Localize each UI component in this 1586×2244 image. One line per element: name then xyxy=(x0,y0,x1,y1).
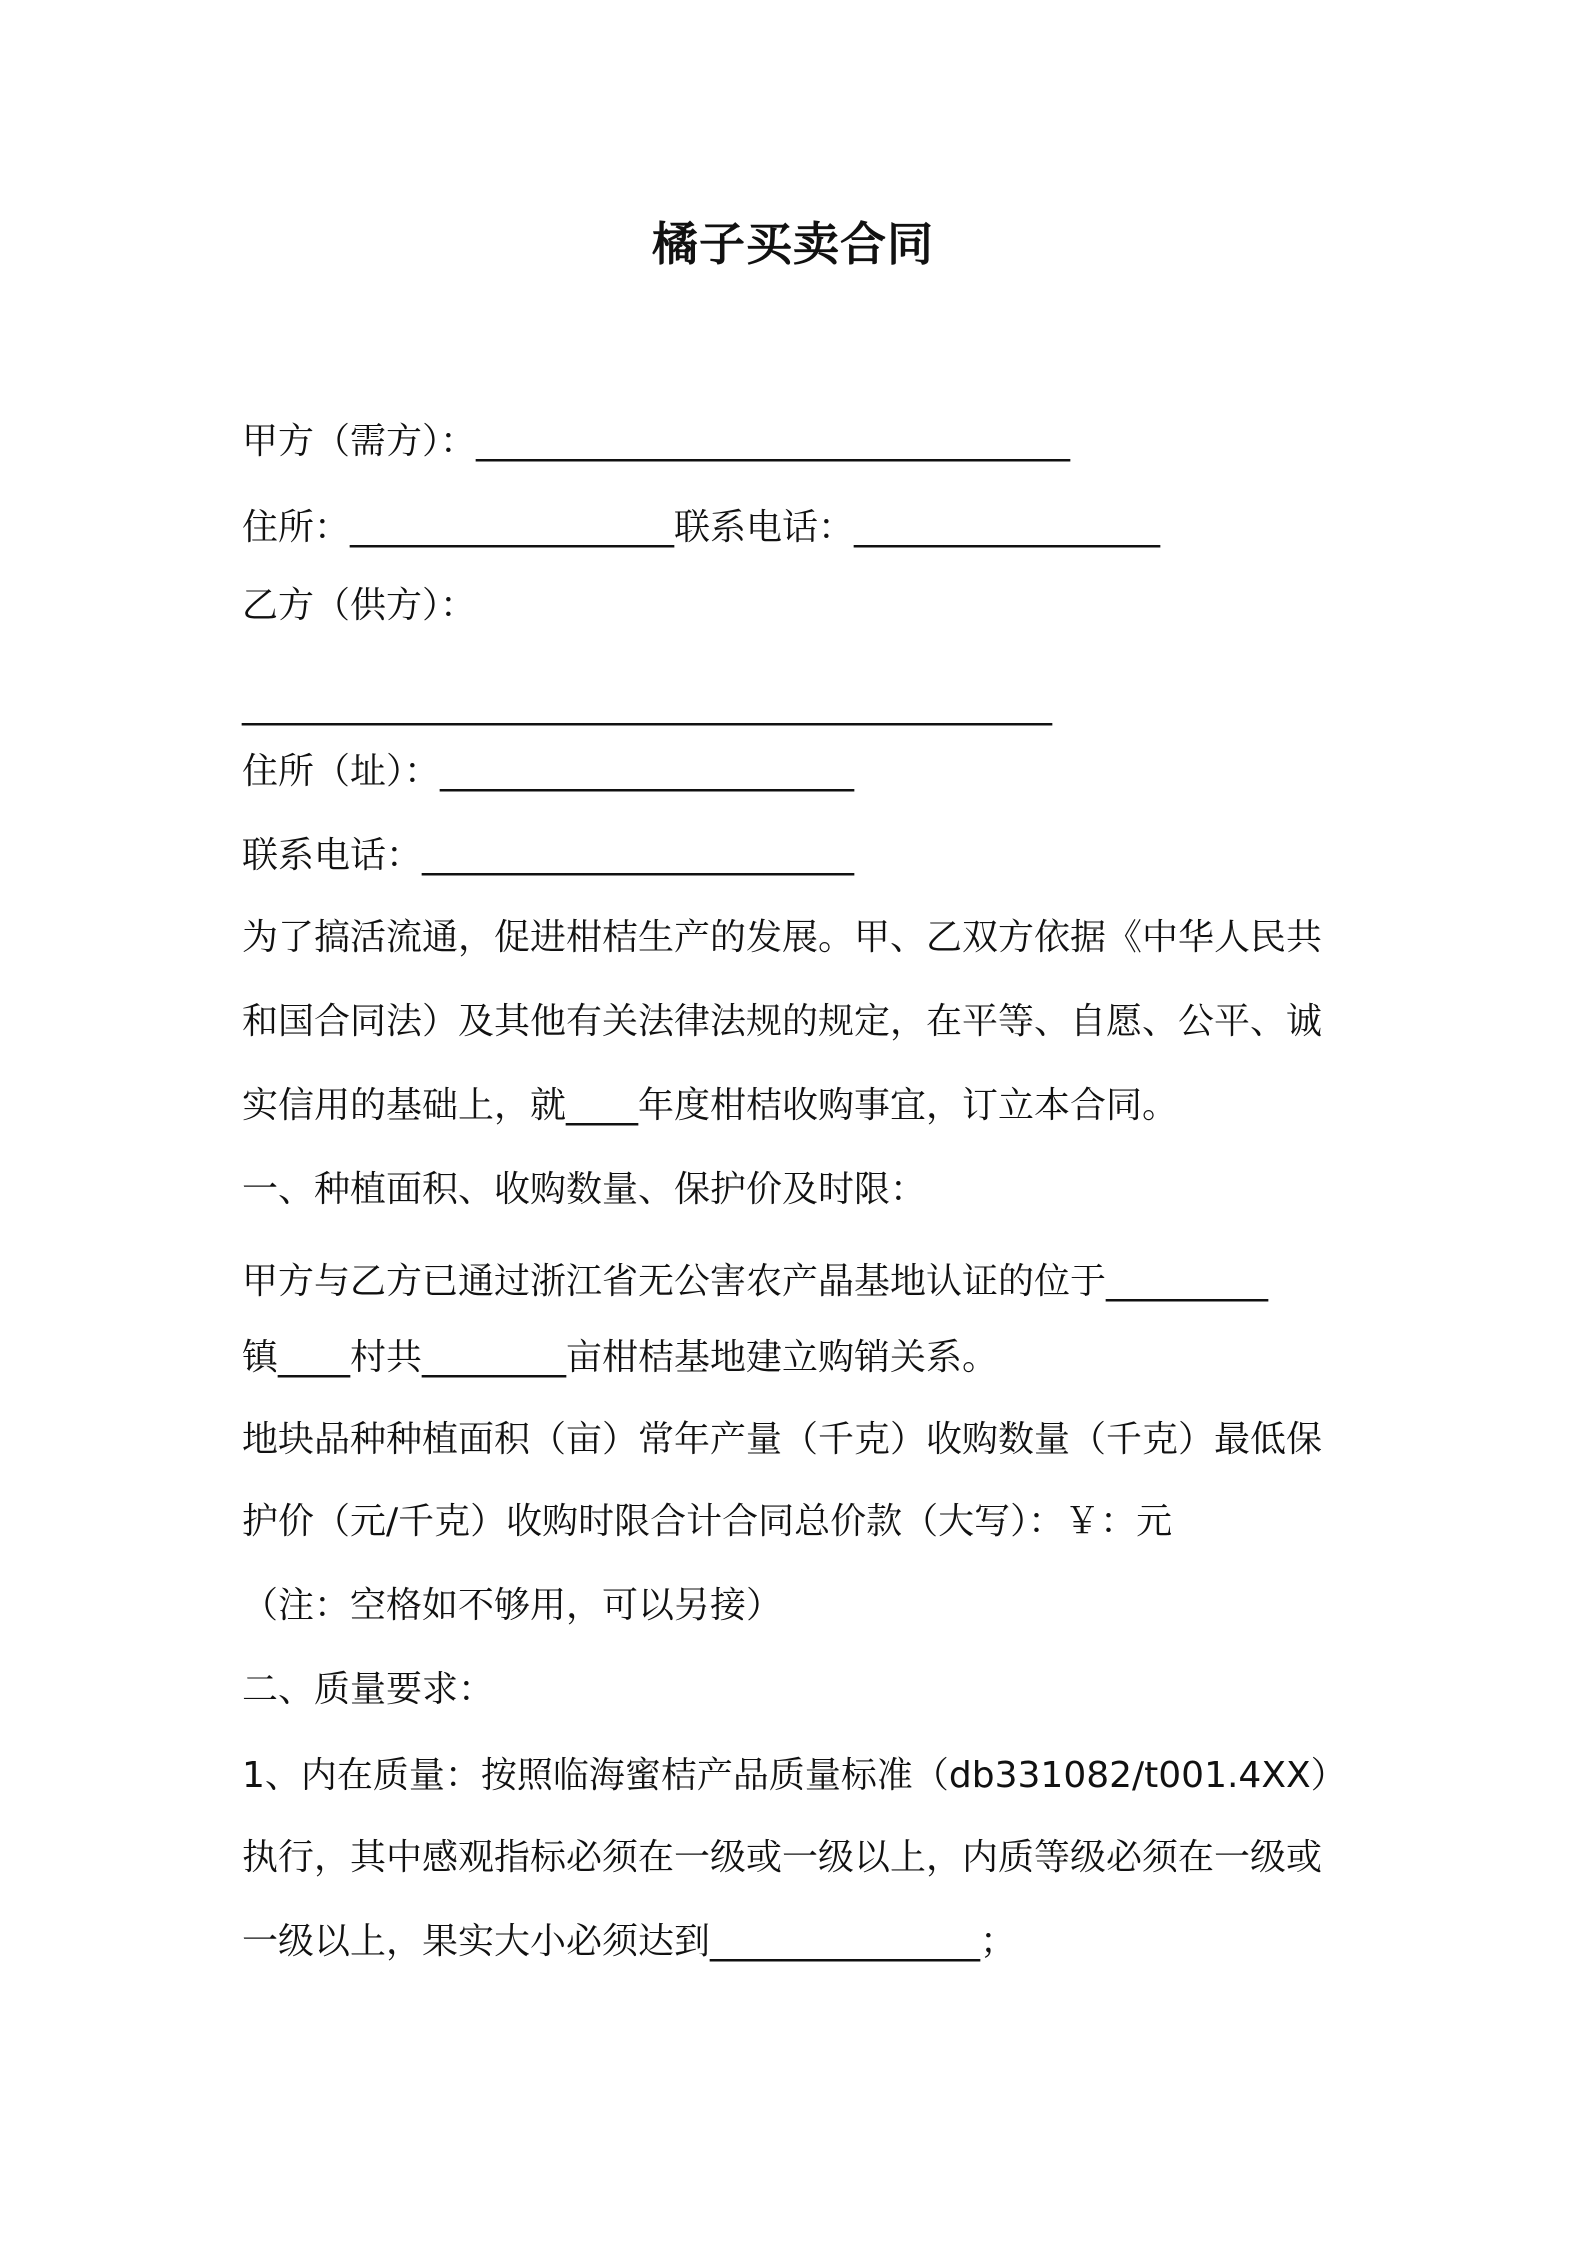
intro-line-3 xyxy=(242,1080,1178,1132)
section-one-text-1: 甲方与乙方已通过浙江省无公害农产晶基地认证的位于_________ xyxy=(242,1261,1269,1302)
party-b-text: 乙方（供方）： xyxy=(242,585,477,626)
section-two-heading-text: 二、质量要求： xyxy=(242,1669,495,1710)
intro-text-1: 为了搞活流通，促进柑桔生产的发展。甲、乙双方依据《中华人民共 xyxy=(242,917,1323,958)
quality-line-1 xyxy=(242,1750,1347,1802)
party-a-address-phone-line xyxy=(242,502,1160,554)
note-text: （注：空格如不够用，可以另接） xyxy=(242,1585,783,1626)
party-b-blank-line xyxy=(242,680,1052,732)
party-b-phone-line xyxy=(242,830,854,882)
section-one-heading-text: 一、种植面积、收购数量、保护价及时限： xyxy=(242,1169,927,1210)
document-title: 橘子买卖合同 xyxy=(652,217,934,271)
quality-text-1: 1、内在质量：按照临海蜜桔产品质量标准（db331082/t001.4XX） xyxy=(242,1755,1347,1796)
party-b-phone-text: 联系电话：________________________ xyxy=(242,835,855,876)
table-header-text-2: 护价（元/千克）收购时限合计合同总价款（大写）：￥：元 xyxy=(242,1501,1173,1542)
party-a-address-phone-text: 住所：__________________联系电话：_________________ xyxy=(242,507,1161,548)
section-one-line-2 xyxy=(242,1332,998,1384)
quality-text-3: 一级以上，果实大小必须达到_______________； xyxy=(242,1921,1017,1962)
quality-line-3 xyxy=(242,1916,1016,1968)
note-line xyxy=(242,1580,782,1632)
section-one-text-2: 镇____村共________亩柑桔基地建立购销关系。 xyxy=(242,1337,999,1378)
section-one-line-1 xyxy=(242,1256,1268,1308)
intro-text-3: 实信用的基础上，就____年度柑桔收购事宜，订立本合同。 xyxy=(242,1085,1179,1126)
party-b-line xyxy=(242,580,476,632)
party-b-blank-text: _____________________________________________ xyxy=(242,685,1052,726)
intro-text-2: 和国合同法）及其他有关法律法规的规定，在平等、自愿、公平、诚 xyxy=(242,1001,1323,1042)
intro-line-2 xyxy=(242,996,1322,1048)
quality-text-2: 执行，其中感观指标必须在一级或一级以上，内质等级必须在一级或 xyxy=(242,1837,1323,1878)
table-header-line-1 xyxy=(242,1414,1322,1466)
party-a-text: 甲方（需方）：_________________________________ xyxy=(242,421,1071,462)
quality-line-2 xyxy=(242,1832,1322,1884)
section-two-heading xyxy=(242,1664,494,1716)
section-one-heading xyxy=(242,1164,926,1216)
party-b-address-text: 住所（址）：_______________________ xyxy=(242,751,855,792)
intro-line-1 xyxy=(242,912,1322,964)
table-header-text-1: 地块品种种植面积（亩）常年产量（千克）收购数量（千克）最低保 xyxy=(242,1419,1323,1460)
party-a-line xyxy=(242,416,1070,468)
party-b-address-line xyxy=(242,746,854,798)
table-header-line-2 xyxy=(242,1496,1172,1548)
